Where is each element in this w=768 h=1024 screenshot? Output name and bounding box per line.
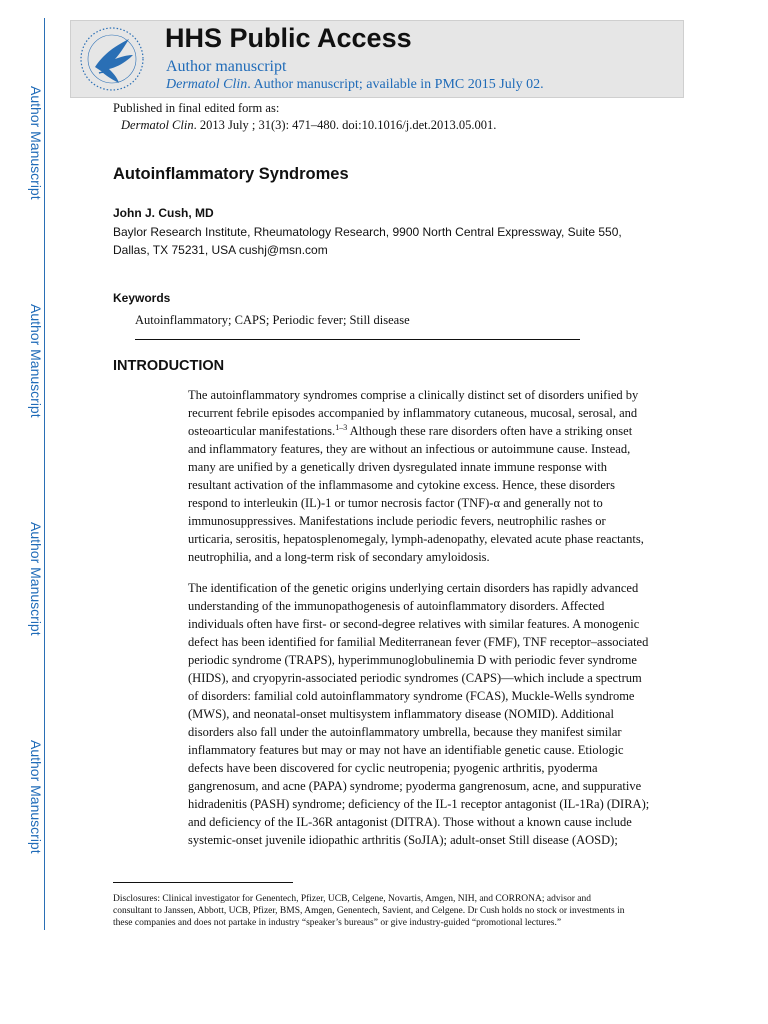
published-details: . 2013 July ; 31(3): 471–480. doi:10.1016/j.det.2013.05.001.: [193, 118, 497, 132]
paragraph-line: (MWS), and neonatal-onset multisystem inflammatory disease (NOMID). Additional: [188, 707, 614, 721]
banner-journal: Dermatol Clin: [166, 77, 248, 92]
paragraph-line: neutrophilia, and a long-term risk of secondary amyloidosis.: [188, 550, 490, 564]
intro-paragraph-2: [188, 579, 658, 849]
paragraph-line: [188, 422, 658, 440]
banner-citation: [166, 77, 544, 93]
paragraph-line: hidradenitis (PASH) syndrome; deficiency of the IL-1 receptor antagonist (IL-1Ra) (DIRA);: [188, 797, 650, 811]
affiliation-line: Dallas, TX 75231, USA cushj@msn.com: [113, 243, 328, 257]
paragraph-line-text: osteoarticular manifestations.: [188, 424, 336, 438]
banner-cite-rest: . Author manuscript; available in PMC 2015 July 02.: [247, 77, 544, 92]
side-label-author-manuscript: Author Manuscript: [28, 304, 44, 418]
hhs-banner: [70, 20, 684, 98]
paragraph-line: of disorders: familial cold autoinflammatory syndrome (FCAS), Muckle-Wells syndrome: [188, 689, 635, 703]
paragraph-line: urticaria, serositis, hepatosplenomegaly, lymph-adenopathy, elevated acute phase reactants,: [188, 532, 644, 546]
affiliation-line: Baylor Research Institute, Rheumatology Research, 9900 North Central Expressway, Suite 550,: [113, 225, 622, 239]
intro-paragraph-1: [188, 386, 658, 566]
keywords-heading: Keywords: [113, 291, 171, 305]
paragraph-line: defect has been identified for familial Mediterranean fever (FMF), TNF receptor–associated: [188, 635, 649, 649]
article-title: Autoinflammatory Syndromes: [113, 165, 349, 183]
hhs-eagle-seal-icon: [79, 25, 149, 93]
paragraph-line: resultant activation of the inflammasome and cytokine excess. Hence, these disorders: [188, 478, 615, 492]
footnote-line: these companies and does not partake in industry “speaker’s bureaus” or give industry-guided “promotional lectures.”: [113, 918, 562, 928]
paragraph-line: respond to interleukin (IL)-1 or tumor necrosis factor (TNF)-α and generally not to: [188, 496, 603, 510]
published-note: [113, 100, 496, 134]
paragraph-line: systemic-onset juvenile idiopathic arthritis (SoJIA); adult-onset Still disease (AOSD);: [188, 833, 618, 847]
keywords-list: Autoinflammatory; CAPS; Periodic fever; Still disease: [135, 313, 410, 327]
published-label: Published in final edited form as:: [113, 101, 280, 115]
author-affiliation: [113, 223, 673, 259]
paragraph-line-text: Although these rare disorders often have a striking onset: [347, 424, 633, 438]
paragraph-line: periodic syndrome (TRAPS), hyperimmunoglobulinemia D with periodic fever syndrome: [188, 653, 637, 667]
paragraph-line: recurrent febrile episodes accompanied by inflammatory cutaneous, mucosal, serosal, and: [188, 406, 638, 420]
footnote-line: Disclosures: Clinical investigator for Genentech, Pfizer, UCB, Celgene, Novartis, Amgen, NIH, and CORRONA; advisor and: [113, 894, 591, 904]
side-label-author-manuscript: Author Manuscript: [28, 740, 44, 854]
paragraph-line: inflammatory features but may or may not have an identifiable genetic cause. Etiologic: [188, 743, 624, 757]
side-label-author-manuscript: Author Manuscript: [28, 522, 44, 636]
paragraph-line: immunosuppressives. Manifestations include periodic fevers, neutrophilic rashes or: [188, 514, 606, 528]
banner-subtitle: Author manuscript: [166, 58, 287, 75]
paragraph-line: and deficiency of the IL-36R antagonist (DITRA). Those without a known cause include: [188, 815, 632, 829]
paragraph-line: The autoinflammatory syndromes comprise a clinically distinct set of disorders unified by: [188, 388, 639, 402]
author-name: John J. Cush, MD: [113, 206, 214, 220]
published-journal: Dermatol Clin: [121, 118, 194, 132]
paragraph-line: individuals often have first- or second-degree relatives with similar features. A monogenic: [188, 617, 640, 631]
banner-title: HHS Public Access: [165, 23, 412, 53]
paragraph-line: (HIDS), and cryopyrin-associated periodic syndromes (CAPS)—which include a spectrum: [188, 671, 642, 685]
published-citation: [113, 117, 496, 134]
paragraph-line: understanding of the immunopathogenesis of autoinflammatory disorders. Affected: [188, 599, 605, 613]
footnote-line: consultant to Janssen, Abbott, UCB, Pfizer, BMS, Amgen, Genentech, Savient, and Celgene. Dr Cush holds no stock or investments in: [113, 906, 625, 916]
paragraph-line: The identification of the genetic origins underlying certain disorders has rapidly advanced: [188, 581, 639, 595]
paragraph-line: defects have been discovered for cyclic neutropenia; pyogenic arthritis, pyoderma: [188, 761, 598, 775]
section-divider: [135, 339, 580, 340]
citation-ref[interactable]: 1–3: [335, 422, 348, 432]
disclosures-footnote: [113, 893, 658, 929]
introduction-heading: INTRODUCTION: [113, 358, 225, 374]
paragraph-line: gangrenosum, and acne (PAPA) syndrome; pyoderma gangrenosum, acne, and suppurative: [188, 779, 642, 793]
paragraph-line: many are unified by a genetically driven dysregulated innate immune response with: [188, 460, 607, 474]
footnote-rule: [113, 882, 293, 883]
paragraph-line: and inflammatory features, they are without an infectious or autoimmune cause. Instead,: [188, 442, 631, 456]
paragraph-line: disorders also fall under the autoinflammatory umbrella, because they manifest similar: [188, 725, 622, 739]
side-label-author-manuscript: Author Manuscript: [28, 86, 44, 200]
